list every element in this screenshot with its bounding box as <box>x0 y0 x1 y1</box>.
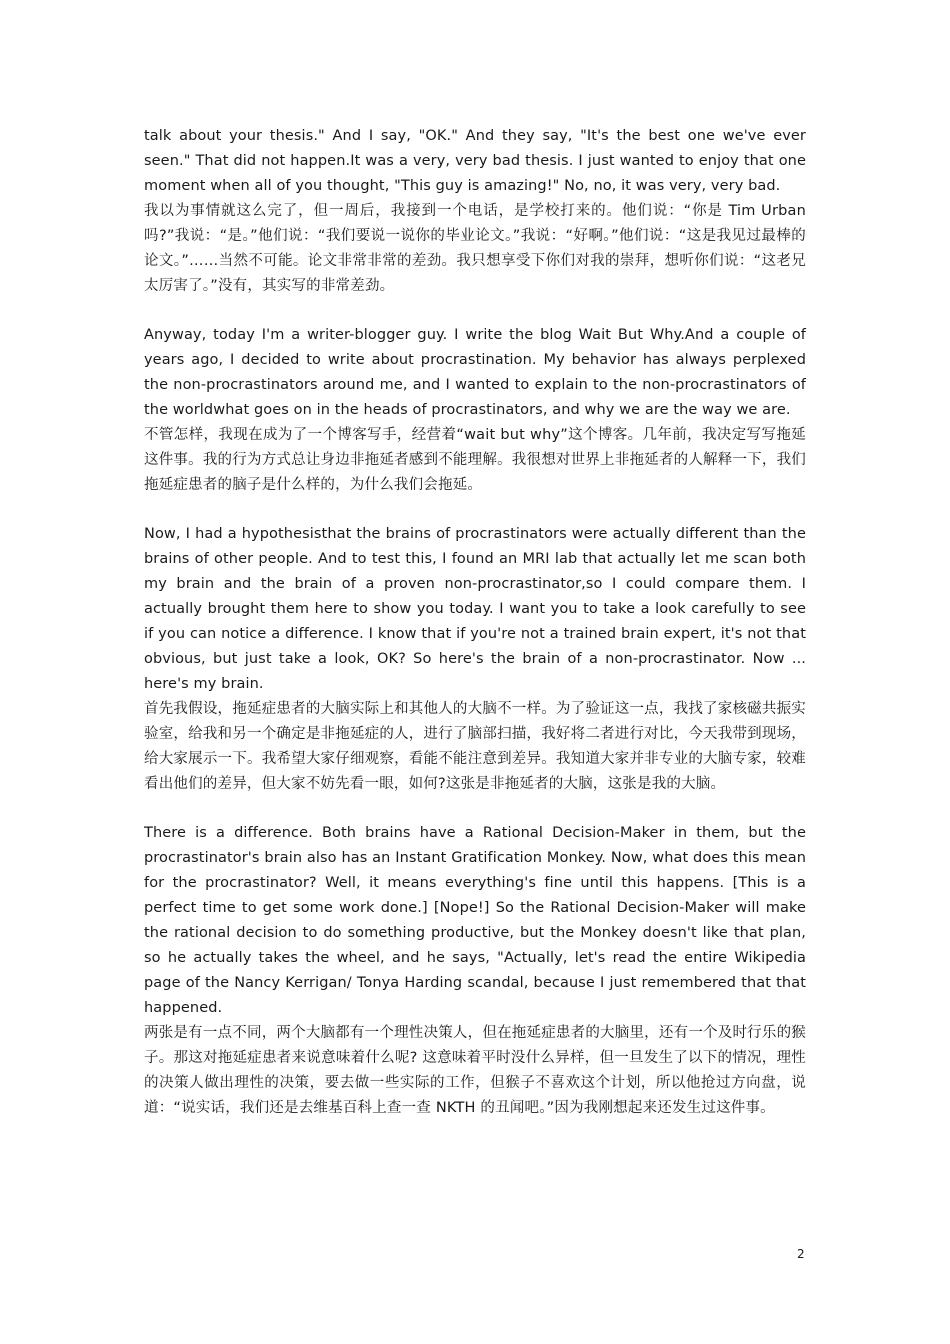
chinese-paragraph: 首先我假设，拖延症患者的大脑实际上和其他人的大脑不一样。为了验证这一点，我找了家核磁共振实验室，给我和另一个确定是非拖延症的人，进行了脑部扫描，我好将二者进行对比，今天我带到现场，给大家展示一下。我希望大家仔细观察，看能不能注意到差异。我知道大家并非专业的大脑专家，较难看出他们的差异，但大家不妨先看一眼，如何?这张是非拖延者的大脑，这张是我的大脑。 <box>144 701 806 792</box>
section-3 <box>144 522 806 797</box>
section-2 <box>144 323 806 498</box>
chinese-paragraph: 两张是有一点不同，两个大脑都有一个理性决策人，但在拖延症患者的大脑里，还有一个及时行乐的猴子。那这对拖延症患者来说意味着什么呢? 这意味着平时没什么异样，但一旦发生了以下的情况，理性的决策人做出理性的决策，要去做一些实际的工作，但猴子不喜欢这个计划，所以他抢过方向盘，说道：“说实话，我们还是去维基百科上查一查 NKTH 的丑闻吧。”因为我刚想起来还发生过这件事。 <box>144 1025 806 1116</box>
english-paragraph: talk about your thesis." And I say, "OK." And they say, "It's the best one we've ever seen." That did not happen.It was a very, very bad thesis. I just wanted to enjoy that one moment when all of you thought, "This guy is amazing!" No, no, it was very, very bad. <box>144 128 806 194</box>
section-1 <box>144 124 806 299</box>
chinese-paragraph: 我以为事情就这么完了，但一周后，我接到一个电话，是学校打来的。他们说：“你是 Tim Urban 吗?”我说：“是。”他们说：“我们要说一说你的毕业论文。”我说：“好啊。”他们说：“这是我见过最棒的论文。”……当然不可能。论文非常非常的差劲。我只想享受下你们对我的崇拜，想听你们说：“这老兄太厉害了。”没有，其实写的非常差劲。 <box>144 203 806 294</box>
page-number: 2 <box>797 1247 805 1261</box>
paragraph-gap <box>144 299 806 323</box>
english-paragraph: There is a difference. Both brains have a Rational Decision-Maker in them, but the procrastinator's brain also has an Instant Gratification Monkey. Now, what does this mean for the procrastinator? Well, it means everything's fine until this happens. [This is a perfect time to get some work done.] [Nope!] So the Rational Decision-Maker will make the rational decision to do something productive, but the Monkey doesn't like that plan, so he actually takes the wheel, and he says, "Actually, let's read the entire Wikipedia page of the Nancy Kerrigan/ Tonya Harding scandal, because I just remembered that that happened. <box>144 825 806 1016</box>
english-paragraph: Now, I had a hypothesisthat the brains of procrastinators were actually different than the brains of other people. And to test this, I found an MRI lab that actually let me scan both my brain and the brain of a proven non-procrastinator,so I could compare them. I actually brought them here to show you today. I want you to take a look carefully to see if you can notice a difference. I know that if you're not a trained brain expert, it's not that obvious, but just take a look, OK? So here's the brain of a non-procrastinator. Now ... here's my brain. <box>144 526 806 692</box>
english-paragraph: Anyway, today I'm a writer-blogger guy. I write the blog Wait But Why.And a couple of years ago, I decided to write about procrastination. My behavior has always perplexed the non-procrastinators around me, and I wanted to explain to the non-procrastinators of the worldwhat goes on in the heads of procrastinators, and why we are the way we are. <box>144 327 806 418</box>
paragraph-gap <box>144 797 806 821</box>
document-page <box>144 124 806 1121</box>
chinese-paragraph: 不管怎样，我现在成为了一个博客写手，经营着“wait but why”这个博客。几年前，我决定写写拖延这件事。我的行为方式总让身边非拖延者感到不能理解。我很想对世界上非拖延者的人解释一下，我们拖延症患者的脑子是什么样的，为什么我们会拖延。 <box>144 427 806 493</box>
section-4 <box>144 821 806 1121</box>
paragraph-gap <box>144 498 806 522</box>
